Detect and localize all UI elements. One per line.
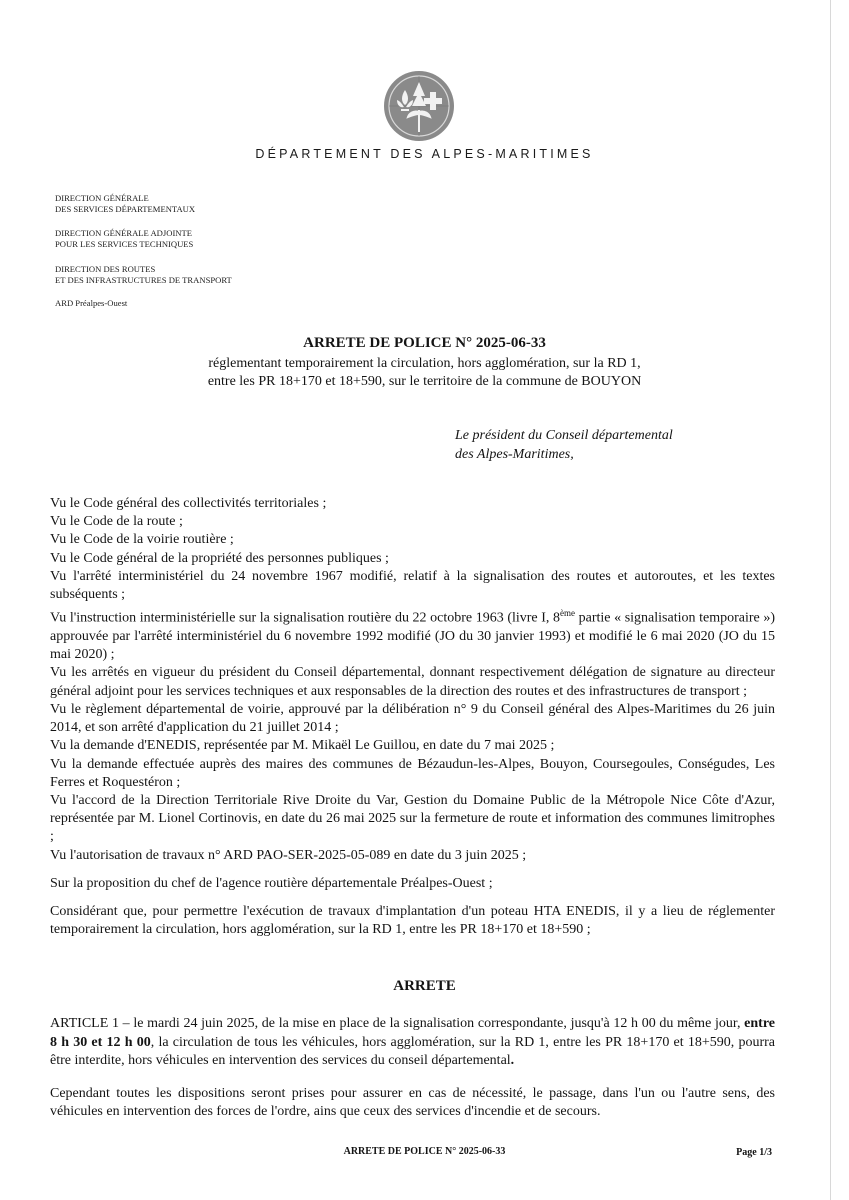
direction-line: DIRECTION GÉNÉRALE ADJOINTE xyxy=(55,228,193,238)
department-logo-emblem xyxy=(383,70,455,142)
article-1-paragraph xyxy=(50,1015,775,1071)
direction-line: ET DES INFRASTRUCTURES DE TRANSPORT xyxy=(55,275,232,285)
department-name: DÉPARTEMENT DES ALPES-MARITIMES xyxy=(255,147,594,161)
decree-subtitle-line: réglementant temporairement la circulation, hors agglomération, sur la RD 1, xyxy=(208,356,641,371)
proposition-paragraph: Sur la proposition du chef de l'agence routière départementale Préalpes-Ouest ; xyxy=(50,875,493,891)
direction-line: ARD Préalpes-Ouest xyxy=(55,298,128,308)
footer-page-number: Page 1/3 xyxy=(736,1147,772,1158)
direction-line: DES SERVICES DÉPARTEMENTAUX xyxy=(55,204,196,214)
vu-paragraph: Vu la demande d'ENEDIS, représentée par M. Mikaël Le Guillou, en date du 7 mai 2025 ; xyxy=(50,738,555,754)
decree-subtitle-line: entre les PR 18+170 et 18+590, sur le territoire de la commune de BOUYON xyxy=(207,374,642,389)
direction-routes xyxy=(55,264,232,286)
direction-generale-adjointe xyxy=(55,228,193,250)
vu-paragraph: Vu le Code de la route ; xyxy=(50,514,183,530)
vu-paragraph: Vu le Code général des collectivités territoriales ; xyxy=(50,496,327,511)
article-1-block xyxy=(50,1015,775,1122)
considerant-paragraph: Considérant que, pour permettre l'exécution de travaux d'implantation d'un poteau HTA ENEDIS, il y a lieu de réglementer temporairement la circulation, hors agglomération, sur la RD 1, entre les PR 18+170 et 18+590 ; xyxy=(50,903,775,938)
article-1-text: , la circulation de tous les véhicules, hors agglomération, sur la RD 1, entre les PR 18+170 et 18+590, pourra être interdite, hors véhicules en intervention des services du conseil départemental xyxy=(50,1034,775,1068)
vu-paragraph: Vu la demande effectuée auprès des maires des communes de Bézaudun-les-Alpes, Bouyon, Coursegoules, Conségudes, Les Ferres et Roquestéron ; xyxy=(50,756,775,790)
article-1-hours: entre 8 h 30 et 12 h 00 xyxy=(50,1016,775,1050)
vu-paragraph: Vu l'accord de la Direction Territoriale Rive Droite du Var, Gestion du Domaine Public de la Métropole Nice Côte d'Azur, représentée par M. Lionel Cortinovis, en date du 26 mai 2025 sur la fermeture de route et information des communes limitrophes ; xyxy=(50,792,775,845)
footer-decree-number: ARRETE DE POLICE N° 2025-06-33 xyxy=(343,1146,506,1157)
article-1-text: ARTICLE 1 – le mardi 24 juin 2025, de la mise en place de la signalisation correspondante, jusqu'à 12 h 00 du même jour, xyxy=(50,1016,745,1031)
decree-title: ARRETE DE POLICE N° 2025-06-33 xyxy=(303,335,546,351)
vu-paragraph: Vu l'instruction interministérielle sur la signalisation routière du 22 octobre 1963 (livre I, 8ème partie « signalisation temporaire ») approuvée par l'arrêté interministériel du 6 novembre 1992 modifié (JO du 30 janvier 1993) et modifié le 6 mai 2020 (JO du 15 mai 2020) ; xyxy=(50,608,775,663)
cependant-paragraph: Cependant toutes les dispositions seront prises pour assurer en cas de nécessité, le passage, dans l'un ou l'autre sens, des véhicules en intervention des forces de l'ordre, ains que ceux des services d'incendie et de secours. xyxy=(50,1085,775,1119)
vu-paragraph: Vu l'arrêté interministériel du 24 novembre 1967 modifié, relatif à la signalisation des routes et autoroutes, et les textes subséquents ; xyxy=(50,568,775,603)
considerations-block xyxy=(50,495,775,939)
president-line: Le président du Conseil départemental xyxy=(455,428,673,443)
direction-line: DIRECTION DES ROUTES xyxy=(55,264,156,274)
vu-paragraph: Vu l'autorisation de travaux n° ARD PAO-SER-2025-05-089 en date du 3 juin 2025 ; xyxy=(50,847,527,863)
direction-generale xyxy=(55,193,195,215)
scan-edge-line xyxy=(830,0,831,1200)
direction-line: DIRECTION GÉNÉRALE xyxy=(55,193,149,203)
vu-paragraph: Vu le Code général de la propriété des personnes publiques ; xyxy=(50,550,389,566)
arrete-heading: ARRETE xyxy=(393,978,456,994)
president-line: des Alpes-Maritimes, xyxy=(455,447,574,462)
article-1-end: . xyxy=(510,1053,515,1068)
vu-paragraph: Vu le règlement départemental de voirie, approuvé par la délibération n° 9 du Conseil général des Alpes-Maritimes du 26 juin 2014, et son arrêté d'application du 21 juillet 2014 ; xyxy=(50,701,775,736)
agency-name xyxy=(55,298,127,309)
direction-line: POUR LES SERVICES TECHNIQUES xyxy=(55,239,194,249)
vu-paragraph: Vu les arrêtés en vigueur du président du Conseil départemental, donnant respectivement délégation de signature au directeur général adjoint pour les services techniques et aux responsables de la direction des routes et des infrastructures de transport ; xyxy=(50,665,775,699)
vu-paragraph: Vu le Code de la voirie routière ; xyxy=(50,532,234,548)
